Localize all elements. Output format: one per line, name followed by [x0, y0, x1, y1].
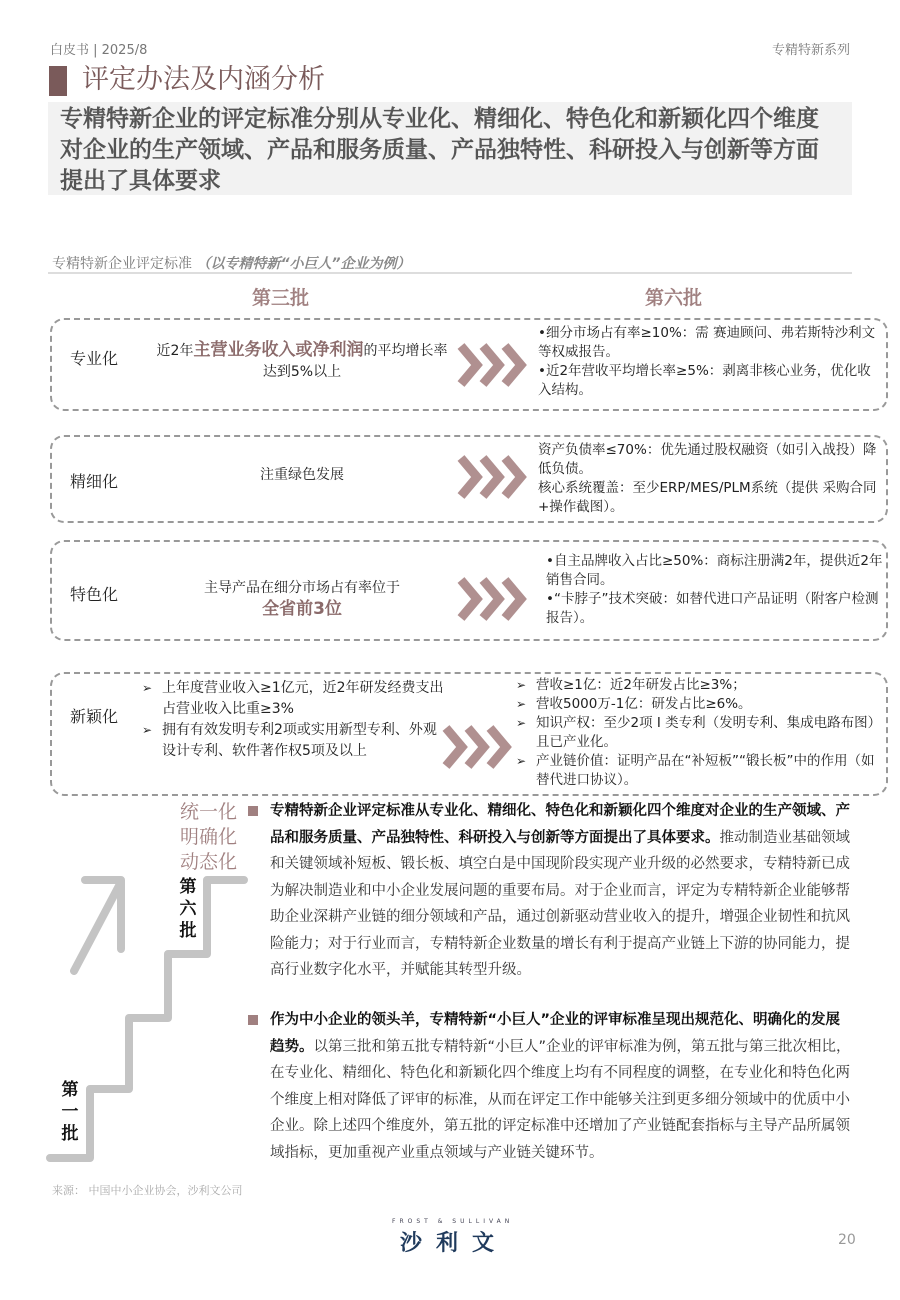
first-batch-step-label: 第一批	[61, 1080, 79, 1144]
doc-type-date: 白皮书 | 2025/8	[50, 43, 148, 58]
summary-box: 专精特新企业的评定标准分别从专业化、精细化、特色化和新颖化四个维度对企业的生产领域、产品和服务质量、产品独特性、科研投入与创新等方面提出了具体要求	[48, 102, 852, 195]
text: 主导产品在细分市场占有率位于	[204, 580, 400, 596]
criteria-item: •近2年营收平均增长率≥5%：剥离非核心业务，优化收入结构。	[538, 363, 871, 398]
page-number: 20	[838, 1232, 856, 1248]
column-header-third-batch: 第三批	[252, 287, 310, 309]
text: 近2年	[156, 343, 194, 359]
paragraph-lead: 作为中小企业的领头羊，专精特新“小巨人”企业的评审标准呈现出规范化、明确化的发展趋势。	[270, 1012, 841, 1055]
criteria-item: ➢ 营收5000万-1亿：研发占比≥6%。	[514, 695, 884, 714]
bullet-square-icon	[248, 1015, 258, 1025]
criteria-item: 核心系统覆盖：至少ERP/MES/PLM系统（提供 采购合同+操作截图）。	[538, 480, 877, 515]
criteria-item: •细分市场占有率≥10%：需 赛迪顾问、弗若斯特沙利文 等权威报告。	[538, 325, 876, 360]
trend-label: 明确化	[180, 826, 238, 848]
bullet-square-icon	[248, 806, 258, 816]
column-header-sixth-batch: 第六批	[645, 287, 703, 309]
paragraph-lead: 专精特新企业评定标准从专业化、精细化、特色化和新颖化四个维度对企业的生产领域、产品和服务质量、产品独特性、科研投入与创新等方面提出了具体要求。	[270, 803, 850, 846]
sixth-batch-criteria	[538, 324, 883, 400]
criteria-item: ➢ 拥有有效发明专利2项或实用新型专利、外观设计专利、软件著作权5项及以上	[140, 720, 450, 762]
criteria-item: ➢ 上年度营业收入≥1亿元，近2年研发经费支出占营业收入比重≥3%	[140, 678, 450, 720]
sixth-batch-criteria	[546, 552, 891, 628]
paragraph-body: 推动制造业基础领域和关键领域补短板、锻长板、填空白是中国现阶段实现产业升级的必然要求，专精特新已成为解决制造业和中小企业发展问题的重要布局。对于企业而言，评定为专精特新企业能够帮助企业深耕产业链的细分领域和产品，通过创新驱动营业收入的提升，增强企业韧性和抗风险能力；对于行业而言，专精特新企业数量的增长有利于提高产业链上下游的协同能力，提高行业数字化水平，并赋能其转型升级。	[270, 829, 850, 978]
chevron-arrows-icon	[457, 454, 529, 500]
highlight-text: 主营业务收入或净利润	[193, 340, 364, 360]
highlight-text: 全省前3位	[262, 599, 342, 619]
caption-text: 专精特新企业评定标准	[52, 256, 192, 272]
criteria-item: ➢ 产业链价值：证明产品在“补短板”“锻长板”中的作用（如替代进口协议）。	[514, 752, 884, 790]
row-label: 精细化	[70, 472, 119, 491]
criteria-item: •“卡脖子”技术突破：如替代进口产品证明（附客户检测报告）。	[546, 591, 879, 626]
analysis-paragraph-1	[248, 798, 854, 984]
caption-note: （以专精特新“小巨人”企业为例）	[196, 256, 411, 272]
trend-label: 动态化	[180, 851, 238, 873]
trend-label: 统一化	[180, 801, 238, 823]
row-label: 新颖化	[70, 707, 119, 726]
paragraph-body: 以第三批和第五批专精特新“小巨人”企业的评审标准为例，第五批与第三批次相比，在专业化、精细化、特色化和新颖化四个维度上均有不同程度的调整，在专业化和特色化两个维度上相对降低了评审的标准，从而在评定工作中能够关注到更多细分领域中的优质中小企业。除上述四个维度外，第五批的评定标准中还增加了产业链配套指标与主导产品所属领域指标，更加重视产业重点领域与产业链关键环节。	[270, 1038, 851, 1161]
row-label: 专业化	[70, 349, 119, 368]
logo-english: FROST & SULLIVAN	[392, 1218, 514, 1225]
series-name: 专精特新系列	[771, 43, 850, 58]
chevron-arrows-icon	[442, 724, 514, 770]
chevron-arrows-icon	[457, 342, 529, 388]
third-batch-criteria: 注重绿色发展	[260, 467, 344, 483]
criteria-item: 资产负债率≤70%：优先通过股权融资（如引入战投）降低负债。	[538, 442, 877, 477]
source-note: 来源： 中国中小企业协会，沙利文公司	[52, 1184, 243, 1197]
criteria-item: •自主品牌收入占比≥50%：商标注册满2年，提供近2年销售合同。	[546, 553, 883, 588]
criteria-item: ➢ 营收≥1亿：近2年研发占比≥3%；	[514, 676, 884, 695]
sixth-batch-criteria	[514, 676, 884, 790]
chevron-arrows-icon	[457, 576, 529, 622]
analysis-paragraph-2	[248, 1007, 854, 1166]
trend-labels	[180, 800, 237, 875]
text: 的平均增长率达到5%以上	[262, 343, 448, 380]
sixth-batch-step-label: 第六批	[179, 877, 197, 941]
row-label: 特色化	[70, 585, 119, 604]
page-title: 评定办法及内涵分析	[82, 64, 325, 95]
sixth-batch-criteria	[538, 441, 883, 517]
logo-chinese: 沙利文	[400, 1231, 509, 1256]
up-arrow-icon	[74, 882, 121, 971]
criteria-item: ➢ 知识产权：至少2项 I 类专利（发明专利、集成电路布图）且已产业化。	[514, 714, 884, 752]
staircase-graphic	[0, 0, 260, 1200]
